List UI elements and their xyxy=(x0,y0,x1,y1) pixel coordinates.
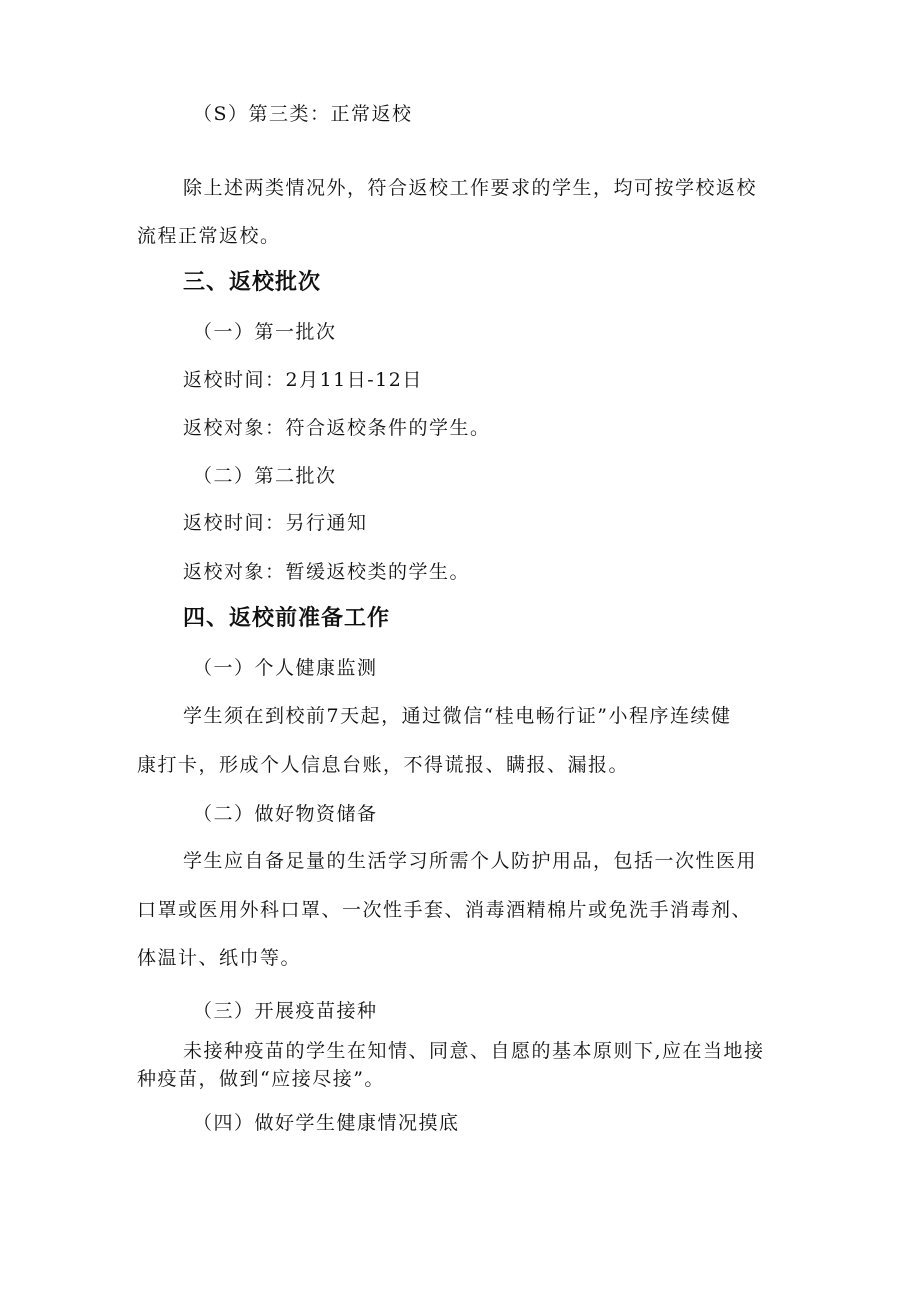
prep-3-title: （三）开展疫苗接种 xyxy=(193,1000,378,1022)
section-s3-title: （S）第三类：正常返校 xyxy=(193,103,413,125)
section-s3-body-line-2: 流程正常返校。 xyxy=(137,225,281,247)
prep-1-line-1: 学生须在到校前7天起，通过微信“桂电畅行证”小程序连续健 xyxy=(183,705,732,727)
batch-2-time: 返校时间：另行通知 xyxy=(183,512,368,534)
batch-2-target: 返校对象：暂缓返校类的学生。 xyxy=(183,561,471,583)
heading-return-batches: 三、返校批次 xyxy=(183,270,322,295)
prep-2-line-2: 口罩或医用外科口罩、一次性手套、消毒酒精棉片或免洗手消毒剂、 xyxy=(137,899,753,921)
prep-2-line-3: 体温计、纸巾等。 xyxy=(137,947,302,969)
batch-1-target: 返校对象：符合返校条件的学生。 xyxy=(183,417,491,439)
batch-1-title: （一）第一批次 xyxy=(193,321,337,343)
batch-2-title: （二）第二批次 xyxy=(193,465,337,487)
prep-2-line-1: 学生应自备足量的生活学习所需个人防护用品，包括一次性医用 xyxy=(183,850,758,872)
prep-2-title: （二）做好物资储备 xyxy=(193,803,378,825)
prep-1-title: （一）个人健康监测 xyxy=(193,657,378,679)
prep-1-line-2: 康打卡，形成个人信息台账，不得谎报、瞒报、漏报。 xyxy=(137,754,630,776)
heading-pre-return-preparation: 四、返校前准备工作 xyxy=(183,606,391,631)
prep-3-line-2: 种疫苗，做到“应接尽接”。 xyxy=(137,1068,385,1090)
batch-1-time: 返校时间：2月11日-12日 xyxy=(183,369,423,391)
prep-3-line-1: 未接种疫苗的学生在知情、同意、自愿的基本原则下,应在当地接 xyxy=(183,1040,765,1062)
prep-4-title: （四）做好学生健康情况摸底 xyxy=(193,1112,460,1134)
section-s3-body-line-1: 除上述两类情况外，符合返校工作要求的学生，均可按学校返校 xyxy=(183,177,758,199)
